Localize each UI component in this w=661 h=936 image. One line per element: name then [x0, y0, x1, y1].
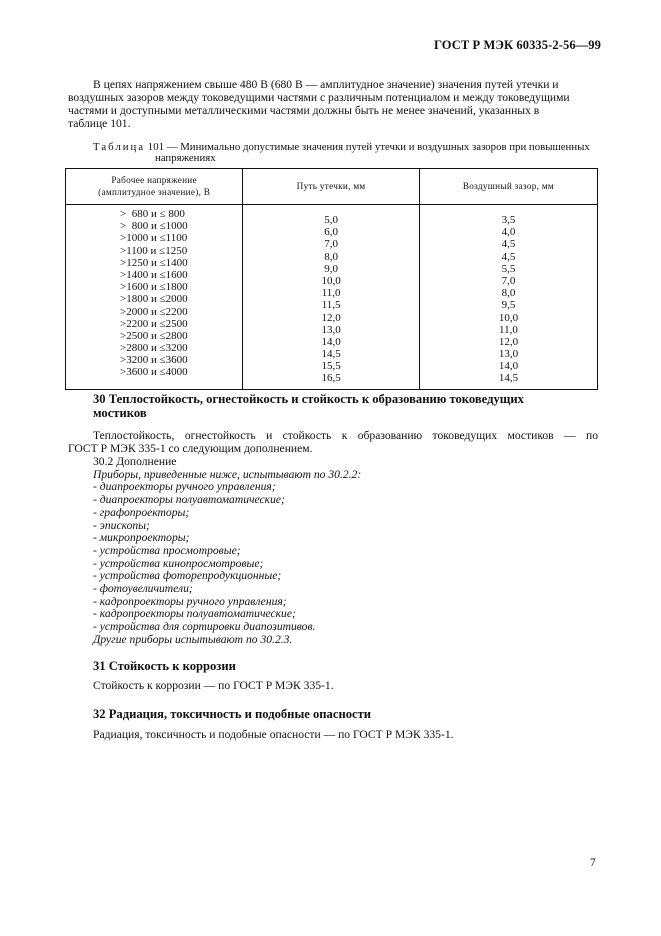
section-32-text: Радиация, токсичность и подобные опасности — по ГОСТ Р МЭК 335-1. — [93, 728, 454, 741]
table-caption-text-cont: напряжениях — [155, 152, 216, 164]
section-30-text: Теплостойкость, огнестойкость и стойкость к образованию токоведущих мостиков — по ГОСТ Р МЭК 335-1 со следующим дополнением. — [68, 429, 598, 455]
list-item: - устройства фоторепродукционные; — [93, 569, 282, 583]
table-header-row — [66, 169, 598, 205]
list-item: - устройства кинопросмотровые; — [93, 556, 264, 570]
list-item: - эпископы; — [93, 518, 150, 532]
creepage-cell: 13,0 — [321, 323, 341, 336]
list-item: - фотоувеличители; — [93, 582, 193, 596]
list-item: - кадропроекторы полуавтоматические; — [93, 607, 296, 621]
list-item: - микропроекторы; — [93, 531, 190, 545]
voltage-cell: >3600 и ≤4000 — [120, 366, 188, 379]
page-number: 7 — [590, 856, 596, 869]
section-31-heading: 31 Стойкость к коррозии — [93, 659, 236, 673]
creepage-cell: 14,5 — [321, 348, 341, 361]
voltage-cell: >2200 и ≤2500 — [120, 317, 188, 330]
header-voltage: Рабочее напряжение (амплитудное значение), В — [66, 169, 243, 205]
clearance-cell: 9,5 — [501, 299, 516, 312]
creepage-column — [243, 205, 420, 390]
creepage-cell: 9,0 — [324, 262, 338, 275]
table-caption-label: Таблица — [93, 141, 146, 153]
intro-line: В цепях напряжением свыше 480 В (680 В — амплитудное значение) значения путей утечки и — [93, 78, 559, 91]
creepage-cell: 7,0 — [324, 238, 338, 251]
clearance-cell: 4,5 — [501, 238, 516, 251]
table-caption-number: 101 — [147, 141, 164, 153]
list-item: - диапроекторы полуавтоматические; — [93, 493, 285, 507]
list-item: - устройства просмотровые; — [93, 543, 241, 557]
creepage-cell: 6,0 — [324, 226, 338, 239]
voltage-cell: >1600 и ≤1800 — [120, 281, 188, 294]
creepage-cell: 5,0 — [324, 214, 338, 226]
clearance-cell: 14,5 — [498, 372, 519, 385]
voltage-cell: >3200 и ≤3600 — [120, 354, 188, 367]
voltage-column — [66, 205, 243, 390]
voltage-cell: >1000 и ≤1100 — [120, 232, 188, 245]
clearance-cell: 13,0 — [498, 348, 519, 361]
voltage-cell: >2500 и ≤2800 — [120, 329, 188, 342]
section-31-text: Стойкость к коррозии — по ГОСТ Р МЭК 335-1. — [93, 679, 334, 692]
creepage-cell: 12,0 — [321, 311, 341, 324]
voltage-cell: >1800 и ≤2000 — [120, 293, 188, 306]
clearance-column — [419, 205, 597, 390]
intro-paragraph — [68, 78, 598, 130]
clearance-cell: 10,0 — [498, 311, 519, 324]
clearance-cell: 4,0 — [501, 226, 516, 239]
creepage-cell: 8,0 — [324, 250, 338, 263]
voltage-cell: >1100 и ≤1250 — [120, 244, 188, 257]
clearance-cell: 11,0 — [499, 323, 518, 336]
clearance-cell: 8,0 — [501, 287, 516, 300]
creepage-cell: 11,5 — [321, 299, 341, 312]
list-item: - диапроекторы ручного управления; — [93, 480, 276, 494]
creepage-cell: 16,5 — [321, 372, 341, 385]
list-outro: Другие приборы испытывают по 30.2.3. — [93, 632, 293, 646]
list-item: - кадропроекторы ручного управления; — [93, 594, 287, 608]
list-item: - устройства для сортировки диапозитивов. — [93, 620, 316, 634]
voltage-cell: >2000 и ≤2200 — [120, 305, 188, 318]
header-clearance: Воздушный зазор, мм — [419, 169, 597, 205]
creepage-cell: 10,0 — [321, 274, 341, 287]
intro-line: таблице 101. — [68, 117, 131, 130]
subsection-30-2: 30.2 Дополнение — [93, 455, 177, 468]
table-caption — [93, 142, 603, 164]
intro-line: частями и доступными металлическими частями должны быть не менее значений, указанных в — [68, 104, 540, 117]
clearance-cell: 12,0 — [498, 335, 519, 348]
section-30-list — [93, 456, 598, 647]
voltage-cell: >2800 и ≤3200 — [120, 342, 188, 355]
list-item: - графопроекторы; — [93, 505, 190, 519]
creepage-cell: 14,0 — [321, 335, 341, 348]
voltage-cell: >1400 и ≤1600 — [120, 268, 188, 281]
list-intro: Приборы, приведенные ниже, испытывают по 30.2.2: — [93, 467, 362, 481]
header-creepage: Путь утечки, мм — [243, 169, 420, 205]
document-header: ГОСТ Р МЭК 60335-2-56—99 — [434, 38, 601, 52]
creepage-cell: 15,5 — [321, 360, 341, 373]
clearance-cell: 5,5 — [501, 262, 516, 275]
intro-line: воздушных зазоров между токоведущими частями с различным потенциалом и между токоведущими — [68, 91, 570, 104]
voltage-cell: > 680 и ≤ 800 — [120, 208, 185, 220]
section-32-heading: 32 Радиация, токсичность и подобные опасности — [93, 707, 372, 721]
voltage-cell: >1250 и ≤1400 — [120, 256, 188, 269]
clearance-cell: 4,5 — [501, 250, 516, 263]
clearance-cell: 3,5 — [501, 214, 516, 226]
clearance-cell: 7,0 — [501, 274, 516, 287]
creepage-cell: 11,0 — [321, 287, 341, 300]
table-body-row — [66, 205, 598, 390]
voltage-cell: > 800 и ≤1000 — [120, 220, 188, 233]
table-caption-text: — Минимально допустимые значения путей утечки и воздушных зазоров при повышенных — [166, 141, 590, 153]
section-30-heading: 30 Теплостойкость, огнестойкость и стойкость к образованию токоведущих мостиков — [93, 392, 524, 420]
table-101 — [65, 168, 598, 390]
clearance-cell: 14,0 — [498, 360, 519, 373]
